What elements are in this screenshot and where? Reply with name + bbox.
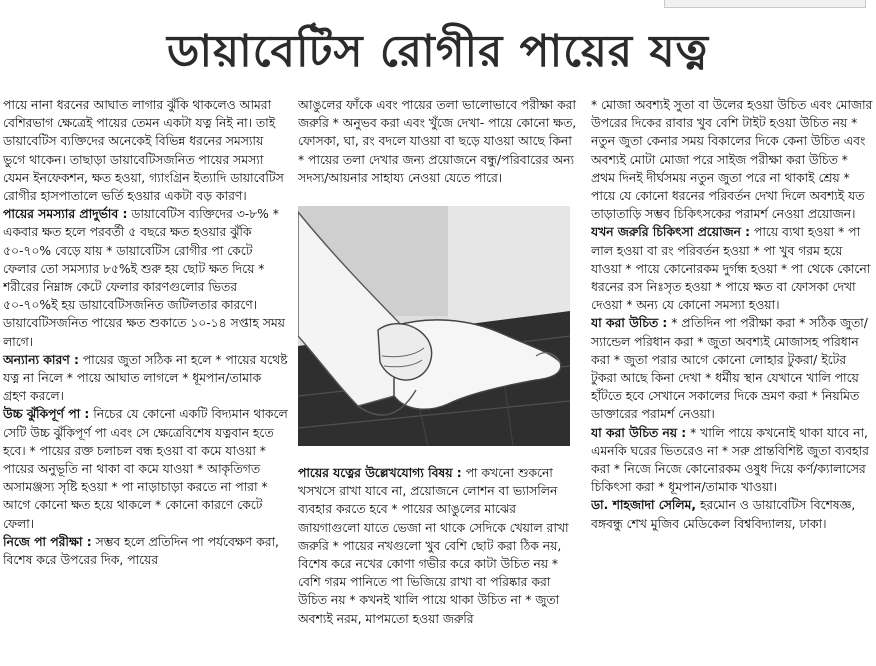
text-donts: * খালি পায়ে কখনোই থাকা যাবে না, এমনকি ঘরের ভিতরেও না * সরু প্রান্তবিশিষ্ট জুতা ব্যবহার করা * নিজে নিজে কোনোরকম ওষুধ দিয়ে কর্ণ/ক্যালাসের চিকিৎসা করা * ধূমপান/তামাক খাওয়া। — [591, 425, 869, 495]
text-self-check: সম্ভব হলে প্রতিদিন পা পর্যবেক্ষণ করা, বিশেষ করে উপরের দিক, পায়ের — [3, 534, 279, 568]
foot-illustration-svg — [298, 206, 570, 446]
article-headline: ডায়াবেটিস রোগীর পায়ের যত্ন — [166, 26, 710, 77]
subhead-urgent-care: যখন জরুরি চিকিৎসা প্রয়োজন : — [591, 225, 751, 240]
text-urgent-care: পায়ে ব্যথা হওয়া * পা লাল হওয়া বা রং পরিবর্তন হওয়া * পা খুব গরম হয়ে যাওয়া * পায়ে কোনোরকম দুর্গন্ধ হওয়া * পা থেকে কোনো ধরনের রস নিঃসৃত হওয়া * পায়ে ক্ষত বা ফোসকা দেখা দেওয়া * অন্য যে কোনো সমস্যা হওয়া। — [591, 225, 871, 313]
col2-top-paragraph — [298, 96, 580, 187]
top-right-box — [664, 0, 866, 8]
section-high-risk-foot — [3, 405, 288, 532]
section-dos — [591, 314, 873, 423]
intro-paragraph — [3, 96, 288, 205]
subhead-self-check: নিজে পা পরীক্ষা : — [3, 534, 92, 549]
section-donts — [591, 424, 873, 497]
text-other-causes: পায়ের জুতা সঠিক না হলে * পায়ের যথেষ্ট যত্ন না নিলে * পায়ে আঘাত লাগলে * ধূমপান/তামাক গ্রহণ করলে। — [3, 352, 288, 404]
text-prevalence: ডায়াবেটিস ব্যক্তিদের ৩-৮% * একবার ক্ষত হলে পরবর্তী ৫ বছরে ক্ষত হওয়ার ঝুঁকি ৫০-৭০% বেড়ে যায় * ডায়াবেটিস রোগীর পা কেটে ফেলার তো সমস্যার ৮৫%ই শুরু হয় ছোট ক্ষত দিয়ে * শরীরের নিম্নাঙ্গ কেটে ফেলার কারণগুলোর ভিতর ৫০-৭০%ই হয় ডায়াবেটিসজনিত জটিলতার কারণে। ডায়াবেটিসজনিত পায়ের ক্ষত শুকাতে ১০-১৪ সপ্তাহ সময় লাগে। — [3, 207, 285, 349]
author-name: ডা. শাহজাদা সেলিম, — [591, 498, 697, 513]
subhead-donts: যা করা উচিত নয় : — [591, 425, 687, 440]
author-credit — [591, 496, 873, 532]
top-strip — [0, 0, 876, 8]
section-urgent-care — [591, 223, 873, 314]
section-prevalence — [3, 205, 288, 351]
author-affiliation: হরমোন ও ডায়াবেটিস বিশেষজ্ঞ, বঙ্গবন্ধু শেখ মুজিব মেডিকেল বিশ্ববিদ্যালয়, ঢাকা। — [591, 498, 856, 531]
subhead-other-causes: অন্যান্য কারণ : — [3, 352, 79, 367]
column-2 — [298, 96, 580, 664]
section-other-causes — [3, 351, 288, 406]
section-foot-care-points — [298, 464, 580, 628]
subhead-high-risk-foot: উচ্চ ঝুঁকিপূর্ণ পা : — [3, 407, 90, 422]
subhead-foot-care-points: পায়ের যত্নের উল্লেখযোগ্য বিষয় : — [298, 466, 462, 481]
col2-top-text: আঙুলের ফাঁকে এবং পায়ের তলা ভালোভাবে পরীক্ষা করা জরুরি * অনুভব করা এবং খুঁজে দেখা- পায়ে কোনো ক্ষত, ফোসকা, ঘা, রং বদলে যাওয়া বা ছড়ে যাওয়া আছে কিনা * পায়ের তলা দেখার জন্য প্রয়োজনে বন্ধু/পরিবারের অন্য সদস্য/আয়নার সাহায্য নেওয়া যেতে পারে। — [298, 98, 577, 185]
section-self-check — [3, 533, 288, 569]
column-1 — [3, 96, 288, 664]
subhead-dos: যা করা উচিত : — [591, 316, 668, 331]
foot-illustration — [298, 206, 570, 446]
intro-text: পায়ে নানা ধরনের আঘাত লাগার ঝুঁকি থাকলেও আমরা বেশিরভাগ ক্ষেত্রেই পায়ের তেমন একটা যত্ন নিই না। তাই ডায়াবেটিস ব্যক্তিদের অনেকেই বিভিন্ন ধরনের সমস্যায় ভুগে থাকেন। তাছাড়া ডায়াবেটিসজনিত পায়ের সমস্যা যেমন ইনফেকশন, ক্ষত হওয়া, গ্যাংগ্রিন ইত্যাদি ডায়াবেটিস রোগীর হাসপাতালে ভর্তি হওয়ার একটা বড় কারণ। — [3, 98, 284, 204]
text-foot-care-points: পা কখনো শুকনো খসখসে রাখা যাবে না, প্রয়োজনে লোশন বা ভ্যাসলিন ব্যবহার করতে হবে * পায়ের আঙুলের মাঝের জায়গাগুলো যাতে ভেজা না থাকে সেদিকে খেয়াল রাখা জরুরি * পায়ের নখগুলো খুব বেশি ছোট করা ঠিক নয়, বিশেষ করে নখের কোণা গভীর করে কাটা উচিত নয় * বেশি গরম পানিতে পা ভিজিয়ে রাখা বা পরিষ্কার করা উচিত নয় * কখনই খালি পায়ে থাকা উচিত না * জুতা অবশ্যই নরম, মাপমতো হওয়া জরুরি — [298, 466, 569, 626]
text-high-risk-foot: নিচের যে কোনো একটি বিদ্যমান থাকলে সেটি উচ্চ ঝুঁকিপূর্ণ পা এবং সে ক্ষেত্রেবিশেষ যত্নবান হতে হবে। * পায়ের রক্ত চলাচল বন্ধ হওয়া বা কমে যাওয়া * পায়ের অনুভূতি না থাকা বা কমে যাওয়া * আকৃতিগত অসামঞ্জস্য সৃষ্টি হওয়া * পা নাড়াচাড়া করতে না পারা * আগে কোনো ক্ষত হয়ে থাকলে * কোনো কারণে কেটে ফেলা। — [3, 407, 288, 531]
col3-top-text: * মোজা অবশ্যই সুতা বা উলের হওয়া উচিত এবং মোজার উপরের দিকের রাবার খুব বেশি টাইট হওয়া উচিত নয় * নতুন জুতা কেনার সময় বিকালের দিকে কেনা উচিত এবং অবশ্যই মোটা মোজা পরে সাইজ পরীক্ষা করা উচিত * প্রথম দিনই দীর্ঘসময় নতুন জুতা পরে না থাকাই শ্রেয় * পায়ে যে কোনো ধরনের পরিবর্তন দেখা দিলে অবশ্যই যত তাড়াতাড়ি সম্ভব চিকিৎসকের পরামর্শ নেওয়া প্রয়োজন। — [591, 98, 873, 222]
col3-top-paragraph — [591, 96, 873, 223]
subhead-prevalence: পায়ের সমস্যার প্রাদুর্ভাব : — [3, 207, 128, 222]
column-3 — [591, 96, 873, 664]
text-dos: * প্রতিদিন পা পরীক্ষা করা * সঠিক জুতা/স্যান্ডেল পরিধান করা * জুতা অবশ্যই মোজাসহ পরিধান করা * জুতা পরার আগে কোনো লোহার টুকরা/ ইটের টুকরা আছে কিনা দেখা * ধর্মীয় স্থান যেখানে খালি পায়ে হাঁটতে হবে সেখানে সকালের দিকে ভ্রমণ করা * নিয়মিত ডাক্তারের পরামর্শ নেওয়া। — [591, 316, 868, 422]
